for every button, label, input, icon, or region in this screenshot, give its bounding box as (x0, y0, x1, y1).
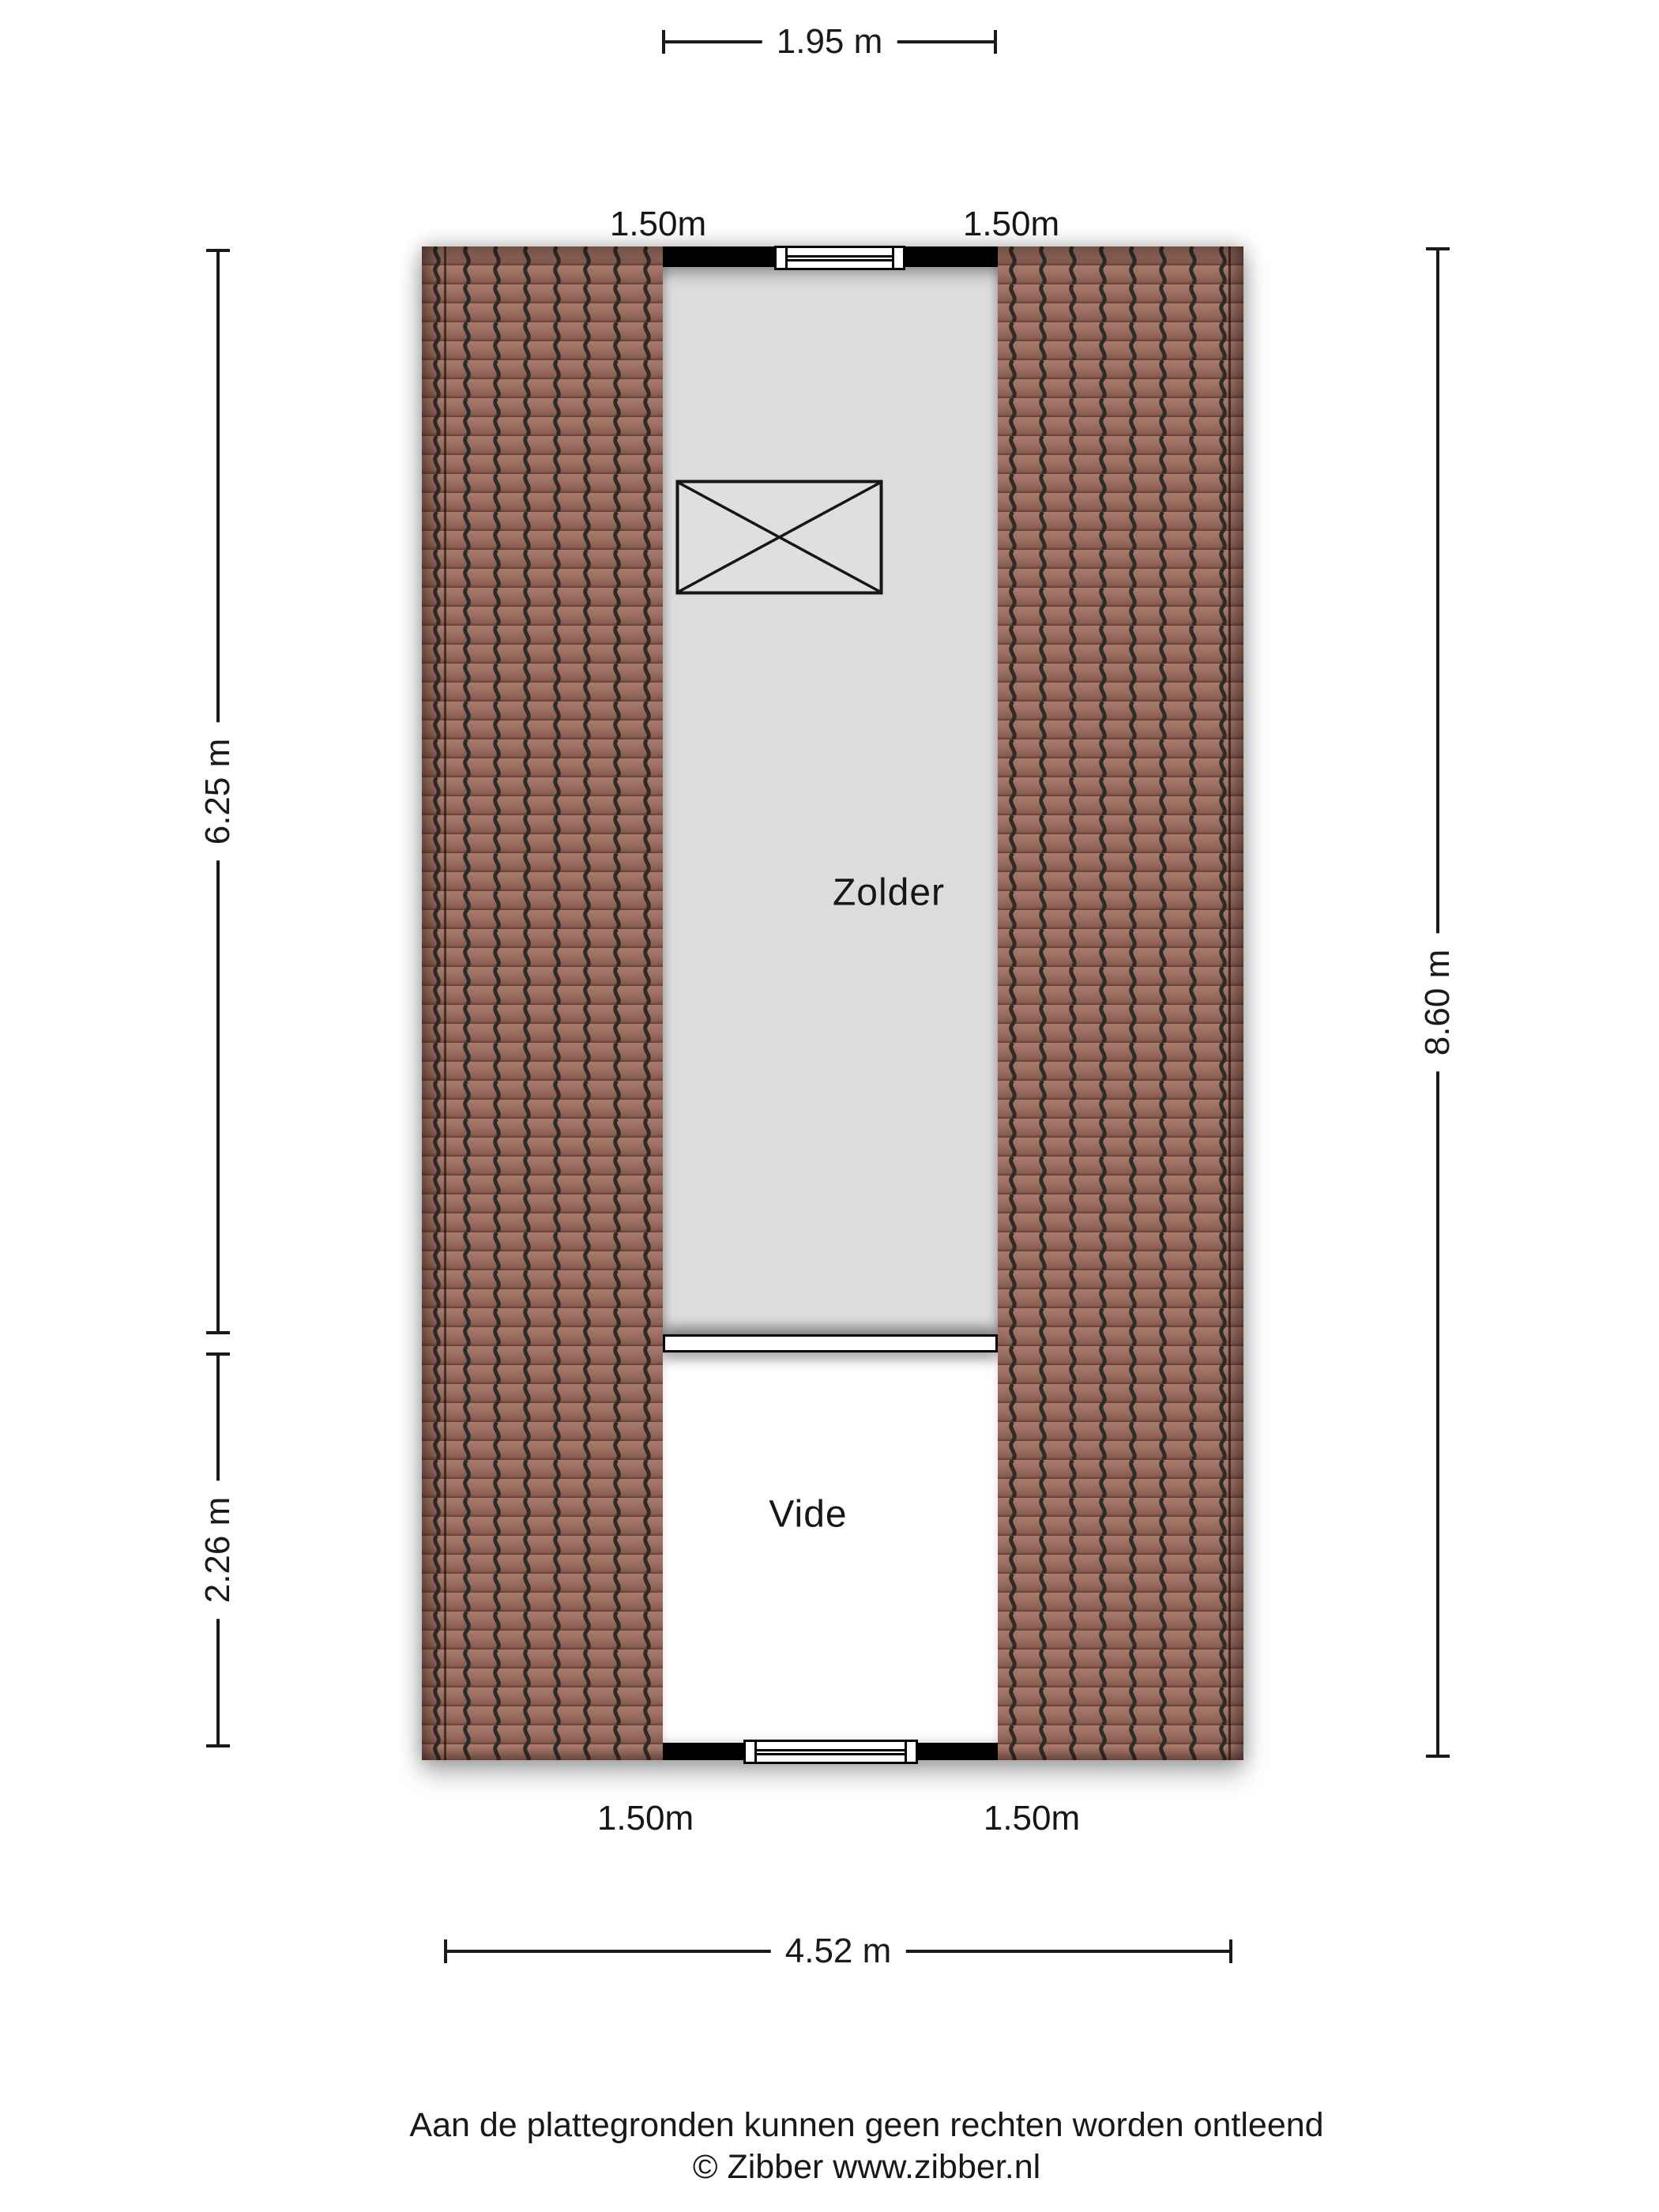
room-label-vide: Vide (769, 1493, 848, 1536)
footer (314, 2105, 1420, 2188)
dimension-bottom (444, 1931, 1232, 1970)
dimension-right-value: 8.60 m (1418, 934, 1458, 1072)
dimension-left-lower-value: 2.26 m (198, 1481, 238, 1620)
window-post-icon (905, 1740, 918, 1764)
roof-slope-left (422, 246, 663, 1760)
window-top-icon (774, 246, 905, 270)
floor-opening-divider (663, 1334, 998, 1352)
roof-slope-right (998, 246, 1243, 1760)
window-post-icon (892, 246, 905, 270)
dimension-right (1417, 247, 1457, 1758)
roof-tiles-texture (422, 246, 663, 1760)
footer-copyright: © Zibber www.zibber.nl (692, 2148, 1041, 2186)
footer-disclaimer: Aan de plattegronden kunnen geen rechten worden ontleend (409, 2106, 1324, 2144)
roof-tiles-texture (998, 246, 1243, 1760)
dimension-left-upper (198, 249, 237, 1334)
dimension-left-lower (198, 1352, 237, 1747)
roof-width-label-bottom-left: 1.50m (596, 1799, 694, 1838)
window-post-icon (743, 1740, 757, 1764)
window-post-icon (774, 246, 788, 270)
roof-width-label-bottom-right: 1.50m (983, 1799, 1081, 1838)
room-vide-floor (663, 1352, 998, 1743)
window-glazing-icon (788, 246, 892, 270)
dimension-top (662, 21, 997, 61)
window-glazing-icon (757, 1740, 905, 1764)
room-label-zolder: Zolder (832, 871, 946, 914)
side-wall-line-left (444, 246, 446, 1760)
crossed-rectangle-icon (675, 480, 883, 595)
side-wall-line-right (1228, 246, 1231, 1760)
roof-width-label-top-right: 1.50m (962, 205, 1060, 243)
roof-width-label-top-left: 1.50m (609, 205, 707, 243)
dimension-left-upper-value: 6.25 m (198, 723, 238, 861)
room-zolder-floor (663, 267, 998, 1334)
dimension-bottom-value: 4.52 m (771, 1932, 906, 1971)
dimension-top-value: 1.95 m (762, 22, 897, 62)
window-bottom-icon (743, 1740, 918, 1764)
